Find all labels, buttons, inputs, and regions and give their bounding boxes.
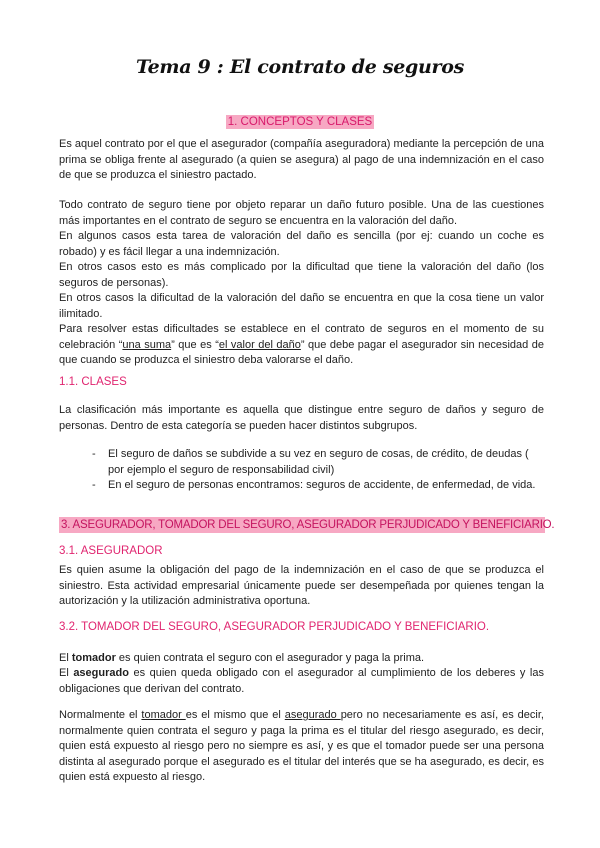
asegurado-text-a: El [59,667,74,679]
tomador-text-c: es quien contrata el seguro con el asegurador y paga la prima. [115,652,425,664]
paragraph-algunos-casos: En algunos casos esta tarea de valoración del daño es sencilla (por ej: cuando un coche es robado) y es fácil llegar a una indemnización. [59,230,544,258]
paragraph-otros-casos-2: En otros casos la dificultad de la valoración del daño se encuentra en que la cosa tiene un valor ilimitado. [59,292,544,320]
subheading-tomador: 3.2. TOMADOR DEL SEGURO, ASEGURADOR PERJUDICADO Y BENEFICIARIO. [59,621,490,633]
normalmente-text-b: es el mismo que el [185,709,285,721]
normalmente-text-a: Normalmente el [59,709,142,721]
resolver-text-1: Para resolver estas dificultades se establece en el contrato de seguros en el momento de su celebración “ [59,323,544,351]
list-item: - En el seguro de personas encontramos: seguros de accidente, de enfermedad, de vida. [92,478,544,494]
resolver-underline-suma: una suma [122,338,172,351]
normalmente-underline-asegurado: asegurado [284,709,341,721]
paragraph-objeto: Todo contrato de seguro tiene por objeto reparar un daño futuro posible. Una de las cuestiones más importantes en el contrato de seguro se encuentra en la valoración del daño. [59,199,544,227]
section-heading-asegurador-label: 3. ASEGURADOR, TOMADOR DEL SEGURO, ASEGURADOR PERJUDICADO Y BENEFICIARIO. [61,519,555,531]
normalmente-text-c: pero no necesariamente es así, es decir, normalmente quien contrata el seguro y paga la prima es el titular del riesgo asegurado, es decir, quien está expuesto al riesgo pero no siempre es así, y es que el tomador puede ser una persona distinta al asegurado porque el asegurado es el titular del interés que se ha asegurado, es decir, es quien está expuesto al riesgo. [59,709,544,783]
paragraph-resolver [59,322,544,369]
subheading-clases: 1.1. CLASES [59,376,127,388]
paragraph-clasificacion: La clasificación más importante es aquella que distingue entre seguro de daños y seguro de personas. Dentro de esta categoría se pueden hacer distintos subgrupos. [59,404,544,432]
list-item: - El seguro de daños se subdivide a su vez en seguro de cosas, de crédito, de deudas ( por ejemplo el seguro de responsabilidad civil) [92,447,544,478]
resolver-text-2: ” que es “ [171,338,219,351]
resolver-underline-valor: el valor del daño [218,338,301,351]
section-heading-conceptos [0,112,600,130]
section-heading-conceptos-label: 1. CONCEPTOS Y CLASES [227,116,373,128]
normalmente-underline-tomador: tomador [141,709,186,721]
paragraph-tomador [59,651,544,667]
paragraph-definition: Es aquel contrato por el que el asegurador (compañía aseguradora) mediante la percepción de una prima se obliga frente al asegurado (a quien se asegura) al pago de una indemnización en el caso de que se produzca el siniestro pactado. [59,138,544,181]
paragraph-otros-casos-1: En otros casos esto es más complicado por la dificultad que tiene la valoración del daño (los seguros de personas). [59,261,544,289]
paragraph-asegurador: Es quien asume la obligación del pago de la indemnización en el caso de que se produzca el siniestro. Esta actividad empresarial únicamente puede ser desempeñada por quienes tengan la autorización y la utilización administrativa oportuna. [59,564,544,607]
resolver-text-3: ” que debe pagar el asegurador sin necesidad de que cuando se produzca el siniestro deba valorarse el daño. [59,338,544,366]
tomador-bold: tomador [71,652,116,664]
paragraph-asegurado [59,666,544,697]
clases-list [92,447,544,494]
paragraph-normalmente [59,708,544,786]
subheading-asegurador: 3.1. ASEGURADOR [59,545,163,557]
asegurado-text-c: es quien queda obligado con el asegurador al cumplimiento de los deberes y las obligaciones que derivan del contrato. [59,667,544,695]
asegurado-bold: asegurado [73,667,129,679]
section-heading-asegurador-bar [59,517,555,533]
tomador-text-a: El [59,652,72,664]
document-title: Tema 9 : El contrato de seguros [135,56,465,78]
